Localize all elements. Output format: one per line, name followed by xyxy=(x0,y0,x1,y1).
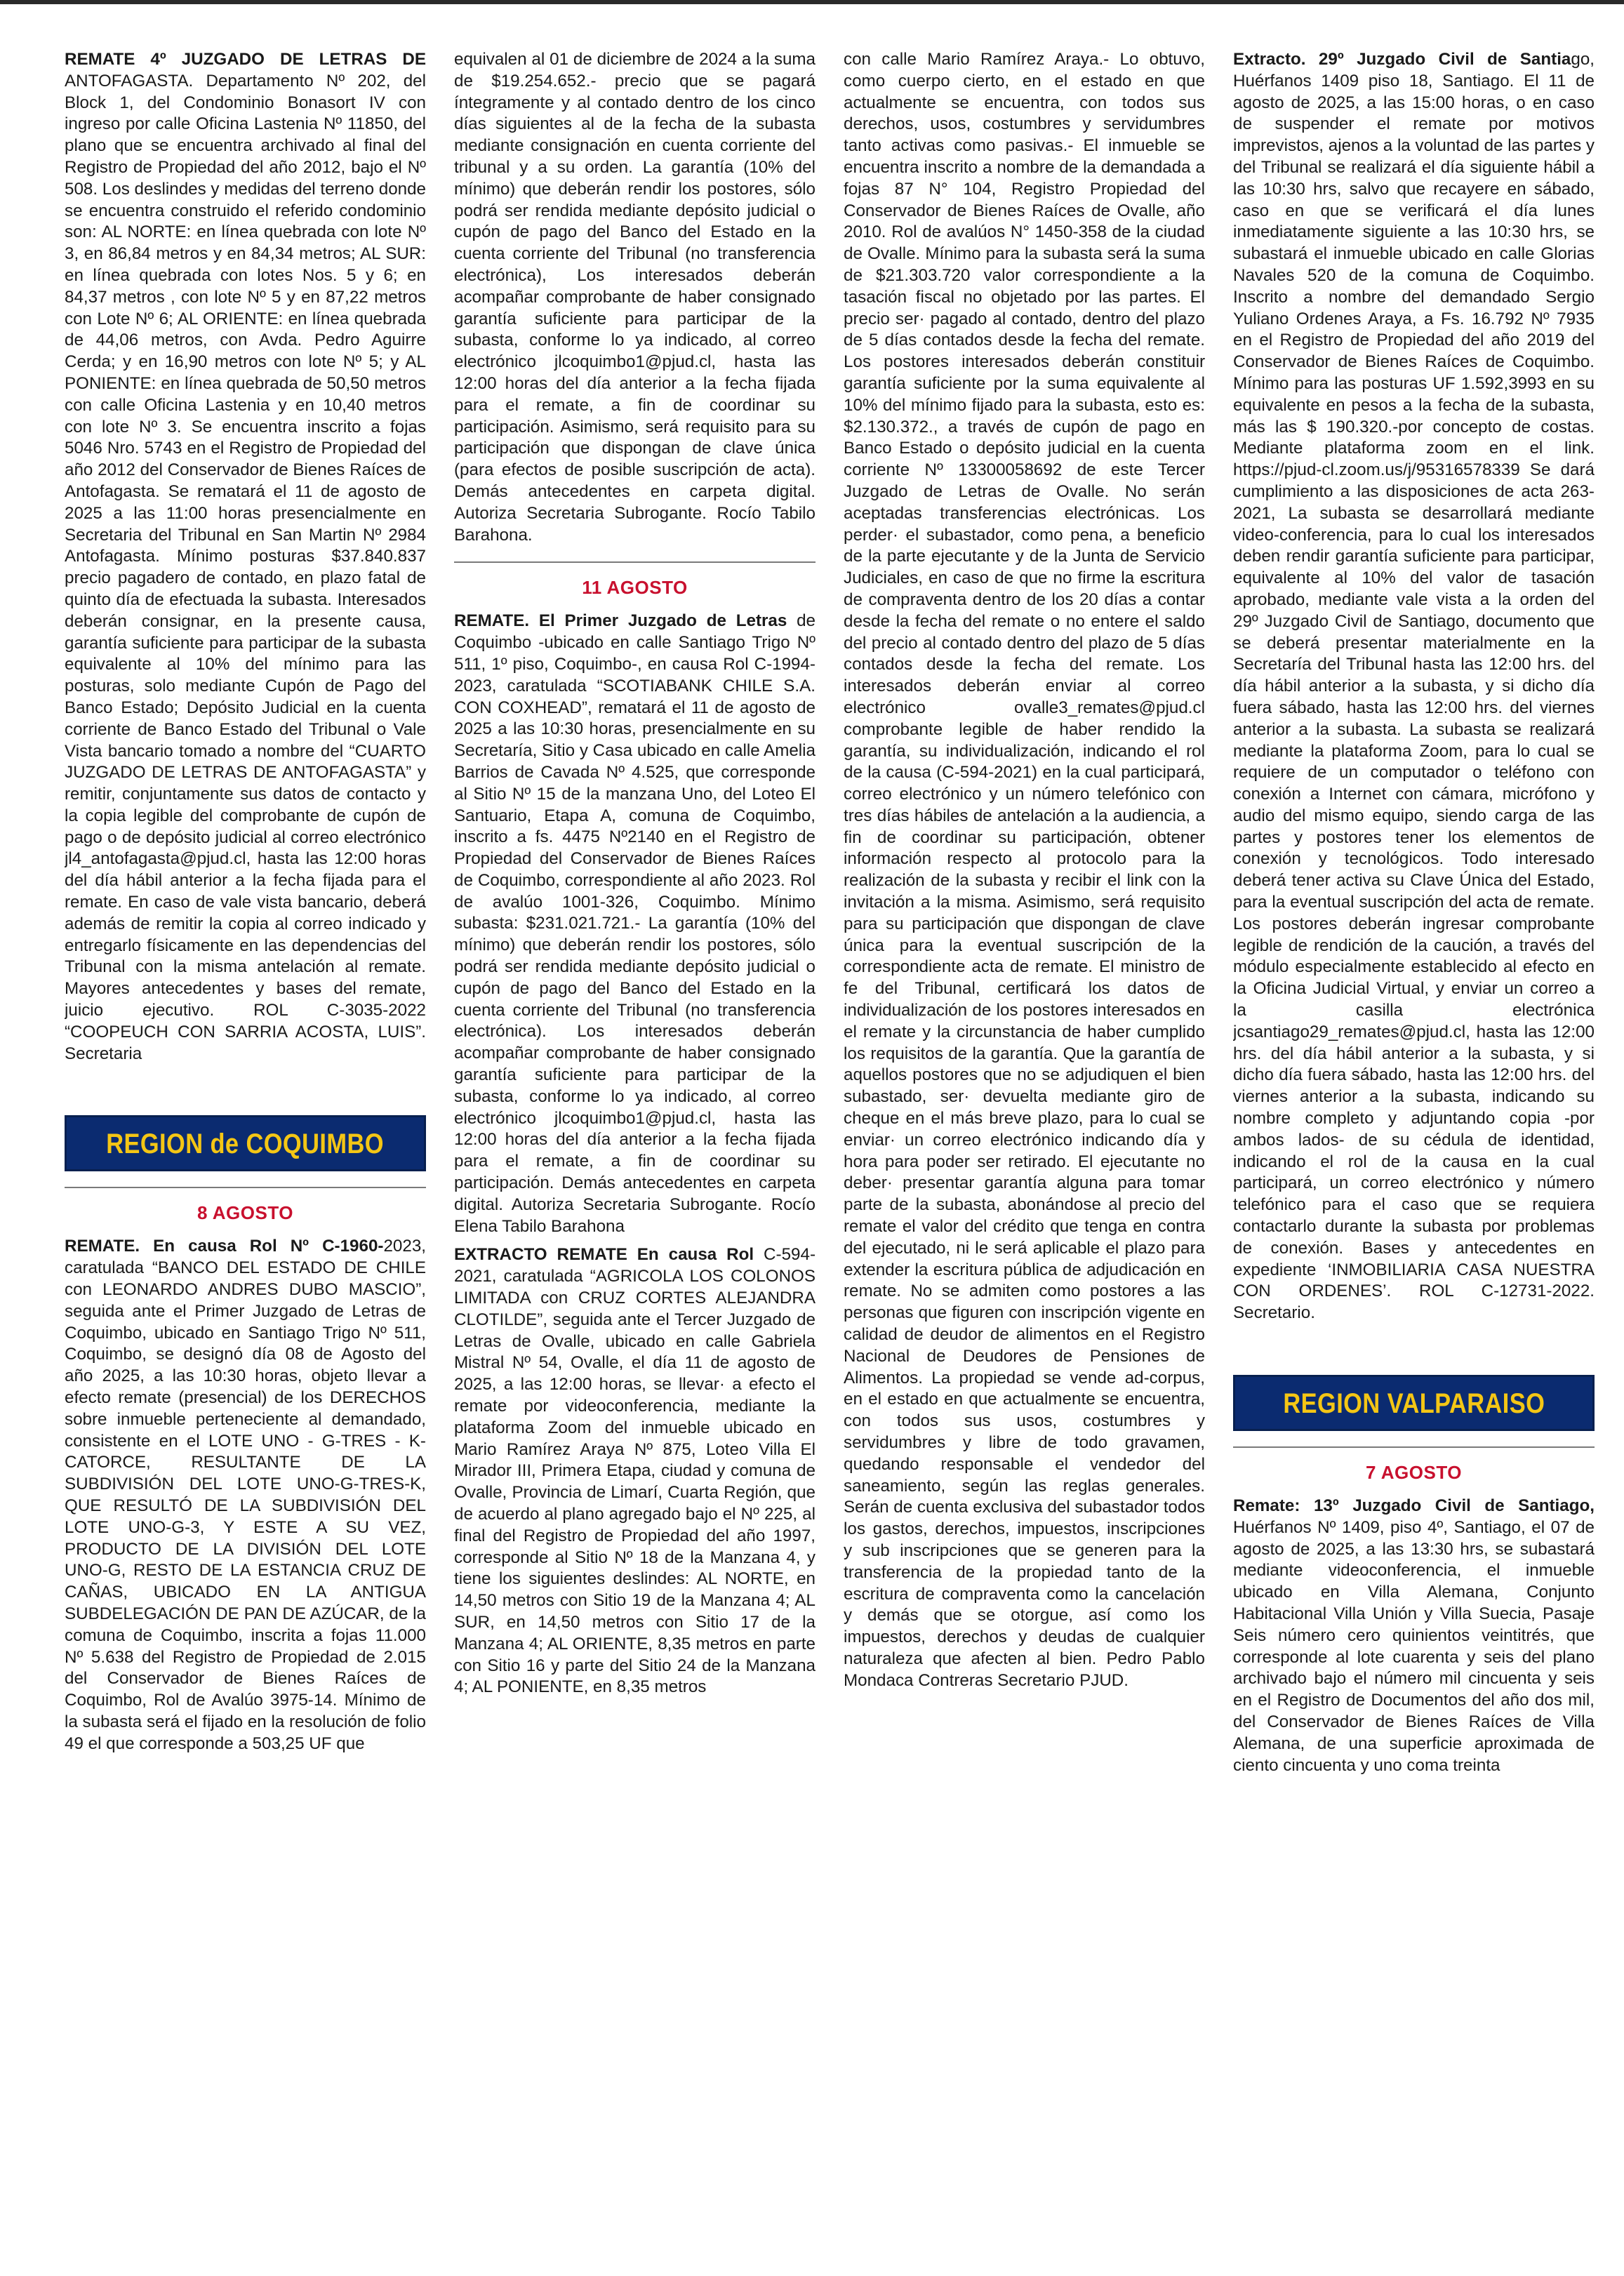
notice-heading: REMATE. En causa Rol Nº C-1960- xyxy=(65,1237,384,1256)
notice-heading: EXTRACTO REMATE En causa Rol xyxy=(454,1245,754,1265)
date-label: 7 AGOSTO xyxy=(1366,1462,1462,1484)
notice-ovalle-c594 xyxy=(454,1244,816,1698)
region-banner-coquimbo xyxy=(65,1115,426,1171)
notice-santiago-13-juzgado xyxy=(1233,1496,1595,1776)
notice-body: con calle Mario Ramírez Araya.- Lo obtuvo, como cuerpo cierto, en el estado en que actualmente se encuentra, con todos sus derechos, usos, costumbres y servidumbres tanto activas como pasivas.- El inmueble se encuentra inscrito a nombre de la demandada a fojas 87 N° 104, Registro Propiedad del Conservador de Bienes Raíces de Ovalle, año 2010. Rol de avalúos N° 1450-358 de la ciudad de Ovalle. Mínimo para la subasta será la suma de $21.303.720 valor correspondiente a la tasación fiscal no objetado por las partes. El precio ser· pagado al contado, dentro del plazo de 5 días contados desde la fecha del remate. Los postores interesados deberán constituir garantía suficiente por la suma equivalente al 10% del mínimo fijado para la subasta, esto es: $2.130.372., a través de cupón de pago en Banco Estado o depósito judicial en la cuenta corriente Nº 13300058692 de este Tercer Juzgado de Letras de Ovalle. No serán aceptadas transferencias electrónicas. Los perder· el subastador, como pena, a beneficio de la parte ejecutante y de la Junta de Servicio Judiciales, en caso de que no firme la escritura de compraventa dentro de los 20 días a contar desde la fecha del remate o no entere el saldo del precio al contado dentro del plazo de 5 días contados desde la fecha del remate. Los interesados deberán enviar al correo electrónico ovalle3_remates@pjud.cl comprobante legible de haber rendido la garantía, su individualización, indicando el rol de la causa (C-594-2021) en la cual participará, correo electrónico y un número telefónico con tres días hábiles de antelación a la audiencia, a fin de coordinar su participación, obtener información respecto al protocolo para la realización de la subasta y recibir el link con la invitación a la misma. Asimismo, será requisito para su participación que dispongan de clave única para la eventual suscripción de la correspondiente acta de remate. El ministro de fe del Tribunal, certificará los datos de individualización de los postores interesados en el remate y la circunstancia de haber cumplido los requisitos de la garantía. Que la garantía de aquellos postores que no se adjudiquen el bien subastado, ser· devuelta mediante giro de cheque en el más breve plazo, para lo cual se enviar· un correo electrónico indicando día y hora para poder ser retirado. El ejecutante no deber· presentar garantía alguna para tomar parte de la subasta, abonándose al precio del remate el valor del crédito que tenga en contra del ejecutado, ni le será aplicable el plazo para extender la escritura pública de adjudicación en remate. No se admiten como postores a las personas que figuren con inscripción vigente en calidad de deudor de alimentos en el Registro Nacional de Deudores de Pensiones de Alimentos. La propiedad se vende ad-corpus, en el estado en que actualmente se encuentra, con todos sus usos, costumbres y servidumbres y libre de todo gravamen, quedando responsable el vendedor del saneamiento, según las reglas generales. Serán de cuenta exclusiva del subastador todos los gastos, derechos, impuestos, inscripciones y sub inscripciones que se generen para la transferencia de la propiedad tanto de la escritura de compraventa como la cancelación y demás que se otorgue, así como los impuestos, derechos y deudas de cualquier naturaleza que afecten al bien. Pedro Pablo Mondaca Contreras Secretario PJUD. xyxy=(844,50,1205,1690)
region-banner-label: REGION VALPARAISO xyxy=(1283,1388,1545,1420)
date-label: 8 AGOSTO xyxy=(197,1202,293,1224)
notice-ovalle-c594-continued xyxy=(844,49,1205,1692)
notice-body: Huérfanos Nº 1409, piso 4º, Santiago, el 07 de agosto de 2025, a las 13:30 hrs, se subastará mediante videoconferencia, el inmueble ubicado en Villa Alemana, Conjunto Habitacional Villa Unión y Villa Suecia, Pasaje Seis número cero quinientos veintitrés, que corresponde al lote cuarenta y seis del plano archivado bajo el número mil cincuenta y seis en el Registro de Documentos del año dos mil, del Conservador de Bienes Raíces de Villa Alemana, de una superficie aproximada de ciento cincuenta y uno coma treinta xyxy=(1233,1517,1595,1775)
notice-antofagasta-remate xyxy=(65,49,426,1065)
notice-heading: Remate: 13º Juzgado Civil de Santiago, xyxy=(1233,1496,1595,1516)
notice-body: go, Huérfanos 1409 piso 18, Santiago. El 11 de agosto de 2025, a las 15:00 horas, o en caso de suspender el remate por motivos imprevistos, ajenos a la voluntad de las partes y del Tribunal se realizará el día siguiente hábil a las 10:30 hrs, salvo que recayere en sábado, caso en que se verificará el día lunes inmediatamente siguiente a las 10:30 hrs, se subastará el inmueble ubicado en calle Glorias Navales 520 de la comuna de Coquimbo. Inscrito a nombre del demandado Sergio Yuliano Ordenes Araya, a Fs. 16.792 Nº 7935 en el Registro de Propiedad del año 2019 del Conservador de Bienes Raíces de Coquimbo. Mínimo para las posturas UF 1.592,3993 en su equivalente en pesos a la fecha de la subasta, más las $ 190.320.-por concepto de costas. Mediante plataforma zoom en el link. https://pjud-cl.zoom.us/j/95316578339 Se dará cumplimiento a las disposiciones de acta 263-2021, La subasta se desarrollará mediante video-conferencia, para lo cual los interesados deben rendir garantía suficiente para participar, equivalente al 10% del valor de tasación aprobado, mediante vale vista a la orden del 29º Juzgado Civil de Santiago, documento que se deberá presentar materialmente en la Secretaría del Tribunal hasta las 12:00 hrs. del día hábil anterior a la subasta, y si dicho día fuera sábado, hasta las 12:00 hrs. del viernes anterior a la subasta. La subasta se realizará mediante la plataforma Zoom, para lo cual se requiere de un computador o teléfono con conexión a Internet con cámara, micrófono y audio del mismo equipo, siendo carga de las partes y postores tener los elementos de conexión y tecnológicos. Todo interesado deberá tener activa su Clave Única del Estado, para la eventual suscripción del acta de remate. Los postores deberán ingresar comprobante legible de rendición de la caución, a través del módulo especialmente establecido al efecto en la Oficina Judicial Virtual, y enviar un correo a la casilla electrónica jcsantiago29_remates@pjud.cl, hasta las 12:00 hrs. del día hábil anterior a la subasta, y si dicho día fuera sábado, hasta las 12:00 hrs. del viernes anterior a la subasta, indicando su nombre completo y adjuntando copia -por ambos lados- de su cédula de identidad, indicando el rol de la causa en la cual participará, un correo electrónico y número telefónico para el caso que se requiera contactarlo durante la subasta por problemas de conexión. Bases y antecedentes en expediente ‘INMOBILIARIA CASA NUESTRA CON ORDENES’. ROL C-12731-2022. Secretario. xyxy=(1233,50,1595,1323)
notice-heading: REMATE 4º JUZGADO DE LETRAS DE xyxy=(65,50,426,69)
column-3 xyxy=(844,49,1205,2267)
notice-body: ANTOFAGASTA. Departamento Nº 202, del Block 1, del Condominio Bonasort IV con ingreso por calle Oficina Lastenia Nº 11850, del plano que se encuentra archivado al final del Registro de Propiedad del año 2012, bajo el Nº 508. Los deslindes y medidas del terreno donde se encuentra construido el referido condominio son: AL NORTE: en línea quebrada con lote Nº 3, en 86,84 metros y en 84,34 metros; AL SUR: en línea quebrada con lotes Nos. 5 y 6; en 84,37 metros , con lote Nº 5 y en 87,22 metros con Lote Nº 6; AL ORIENTE: en línea quebrada de 44,06 metros, con Avda. Pedro Aguirre Cerda; y en 16,90 metros con lote Nº 5; y AL PONIENTE: en línea quebrada de 50,50 metros con calle Oficina Lastenia y en 10,40 metros con lote Nº 3. Se encuentra inscrito a fojas 5046 Nro. 5743 en el Registro de Propiedad del año 2012 del Conservador de Bienes Raíces de Antofagasta. Se rematará el 11 de agosto de 2025 a las 11:00 horas presencialmente en Secretaria del Tribunal en San Martin Nº 2984 Antofagasta. Mínimo posturas $37.840.837 precio pagadero de contado, en plazo fatal de quinto día de efectuada la subasta. Interesados deberán consignar, en la presente causa, garantía suficiente para participar de la subasta equivalente al 10% del mínimo para las posturas, solo mediante Cupón de Pago del Banco Estado; Depósito Judicial en la cuenta corriente de Banco Estado del Tribunal o Vale Vista bancario tomado a nombre del “CUARTO JUZGADO DE LETRAS DE ANTOFAGASTA” y remitir, conjuntamente sus datos de contacto y la copia legible del comprobante de cupón de pago o de depósito judicial al correo electrónico jl4_antofagasta@pjud.cl, hasta las 12:00 horas del día hábil anterior a la fecha fijada para el remate. En caso de vale vista bancario, deberá además de remitir la copia al correo indicado y entregarlo físicamente en las dependencias del Tribunal con la misma antelación al remate. Mayores antecedentes y bases del remate, juicio ejecutivo. ROL C-3035-2022 “COOPEUCH CON SARRIA ACOSTA, LUIS”. Secretaria xyxy=(65,71,426,1063)
region-banner-label: REGION de COQUIMBO xyxy=(106,1129,385,1160)
notice-heading: Extracto. 29º Juzgado Civil de Santia xyxy=(1233,50,1571,69)
date-label: 11 AGOSTO xyxy=(582,577,688,599)
top-rule xyxy=(0,0,1624,4)
date-header-7-agosto xyxy=(1233,1446,1595,1483)
column-4 xyxy=(1233,49,1595,2267)
notice-body: de Coquimbo -ubicado en calle Santiago Trigo Nº 511, 1º piso, Coquimbo-, en causa Rol C-1994-2023, caratulada “SCOTIABANK CHILE S.A. CON COXHEAD”, rematará el 11 de agosto de 2025 a las 10:30 horas, presencialmente en su Secretaría, Sitio y Casa ubicado en calle Amelia Barrios de Cavada Nº 4.525, que corresponde al Sitio Nº 15 de la manzana Uno, del Loteo El Santuario, Etapa A, comuna de Coquimbo, inscrito a fs. 4475 Nº2140 en el Registro de Propiedad del Conservador de Bienes Raíces de Coquimbo, correspondiente al año 2023. Rol de avalúo 1001-326, Coquimbo. Mínimo subasta: $231.021.721.- La garantía (10% del mínimo) que deberán rendir los postores, sólo podrá ser rendida mediante depósito judicial o cupón de pago del Banco del Estado en la cuenta corriente del Tribunal (no transferencia electrónica). Los interesados deberán acompañar comprobante de haber consignado garantía suficiente para participar de la subasta, conforme lo ya indicado, al correo electrónico jlcoquimbo1@pjud.cl, hasta las 12:00 horas del día anterior a la fecha fijada para el remate, a fin de coordinar su participación. Demás antecedentes en carpeta digital. Autoriza Secretaria Subrogante. Rocío Elena Tabilo Barahona xyxy=(454,611,816,1236)
date-header-8-agosto xyxy=(65,1187,426,1223)
notice-body: equivalen al 01 de diciembre de 2024 a la suma de $19.254.652.- precio que se pagará íntegramente y al contado dentro de los cinco días siguientes al de la fecha de la subasta mediante consignación en cuenta corriente del tribunal y a su orden. La garantía (10% del mínimo) que deberán rendir los postores, sólo podrá ser rendida mediante depósito judicial o cupón de pago del Banco del Estado en la cuenta corriente del Tribunal (no transferencia electrónica), Los interesados deberán acompañar comprobante de haber consignado garantía suficiente para participar de la subasta, conforme lo ya indicado, al correo electrónico jlcoquimbo1@pjud.cl, hasta las 12:00 horas del día anterior a la fecha fijada para el remate, a fin de coordinar su participación. Asimismo, será requisito para su participación que dispongan de clave única (para efectos de posible suscripción de acta). Demás antecedentes en carpeta digital. Autoriza Secretaria Subrogante. Rocío Tabilo Barahona. xyxy=(454,50,816,545)
notice-coquimbo-c1994 xyxy=(454,611,816,1237)
date-divider xyxy=(65,1187,426,1188)
date-header-11-agosto xyxy=(454,561,816,598)
column-2 xyxy=(454,49,816,2267)
notice-coquimbo-c1960-continued xyxy=(454,49,816,546)
date-divider xyxy=(454,561,816,563)
notice-coquimbo-c1960 xyxy=(65,1236,426,1755)
notice-body: 2023, caratulada “BANCO DEL ESTADO DE CHILE con LEONARDO ANDRES DUBO MASCIO”, seguida ante el Primer Juzgado de Letras de Coquimbo, ubicado en Santiago Trigo Nº 511, Coquimbo, se designó día 08 de Agosto del año 2025, a las 10:30 horas, objeto llevar a efecto remate (presencial) de los DERECHOS sobre inmueble perteneciente al demandado, consistente en el LOTE UNO - G-TRES - K- CATORCE, RESULTANTE DE LA SUBDIVISIÓN DEL LOTE UNO-G-TRES-K, QUE RESULTÓ DE LA SUBDIVISIÓN DEL LOTE UNO-G-3, Y ESTE A SU VEZ, PRODUCTO DE LA DIVISIÓN DEL LOTE UNO-G, RESTO DE LA ESTANCIA CRUZ DE CAÑAS, UBICADO EN LA ANTIGUA SUBDELEGACIÓN DE PAN DE AZÚCAR, de la comuna de Coquimbo, inscrita a fojas 11.000 Nº 5.638 del Registro de Propiedad de 2.015 del Conservador de Bienes Raíces de Coquimbo, Rol de Avalúo 3975-14. Mínimo de la subasta será el fijado en la resolución de folio 49 el que corresponde a 503,25 UF que xyxy=(65,1237,426,1753)
date-divider xyxy=(1233,1446,1595,1448)
notice-heading: REMATE. El Primer Juzgado de Letras xyxy=(454,611,787,631)
classifieds-page xyxy=(65,49,1595,2267)
notice-santiago-29-juzgado xyxy=(1233,49,1595,1324)
column-1 xyxy=(65,49,426,2267)
notice-body: C-594-2021, caratulada “AGRICOLA LOS COLONOS LIMITADA con CRUZ CORTES ALEJANDRA CLOTILDE”, seguida ante el Tercer Juzgado de Letras de Ovalle, ubicado en calle Gabriela Mistral Nº 54, Ovalle, el día 11 de agosto de 2025, a las 12:00 horas, se llevar· a efecto el remate por videoconferencia, mediante la plataforma Zoom del inmueble ubicado en Mario Ramírez Araya Nº 875, Loteo Villa El Mirador III, Primera Etapa, ciudad y comuna de Ovalle, Provincia de Limarí, Cuarta Región, que de acuerdo al plano agregado bajo el Nº 225, al final del Registro de Propiedad del año 1997, corresponde al Sitio Nº 18 de la Manzana 4, y tiene los siguientes deslindes: AL NORTE, en 14,50 metros con Sitio 19 de la Manzana 4; AL SUR, en 14,50 metros con Sitio 17 de la Manzana 4; AL ORIENTE, 8,35 metros en parte con Sitio 16 y parte del Sitio 24 de la Manzana 4; AL PONIENTE, en 8,35 metros xyxy=(454,1245,816,1697)
region-banner-valparaiso xyxy=(1233,1375,1595,1431)
